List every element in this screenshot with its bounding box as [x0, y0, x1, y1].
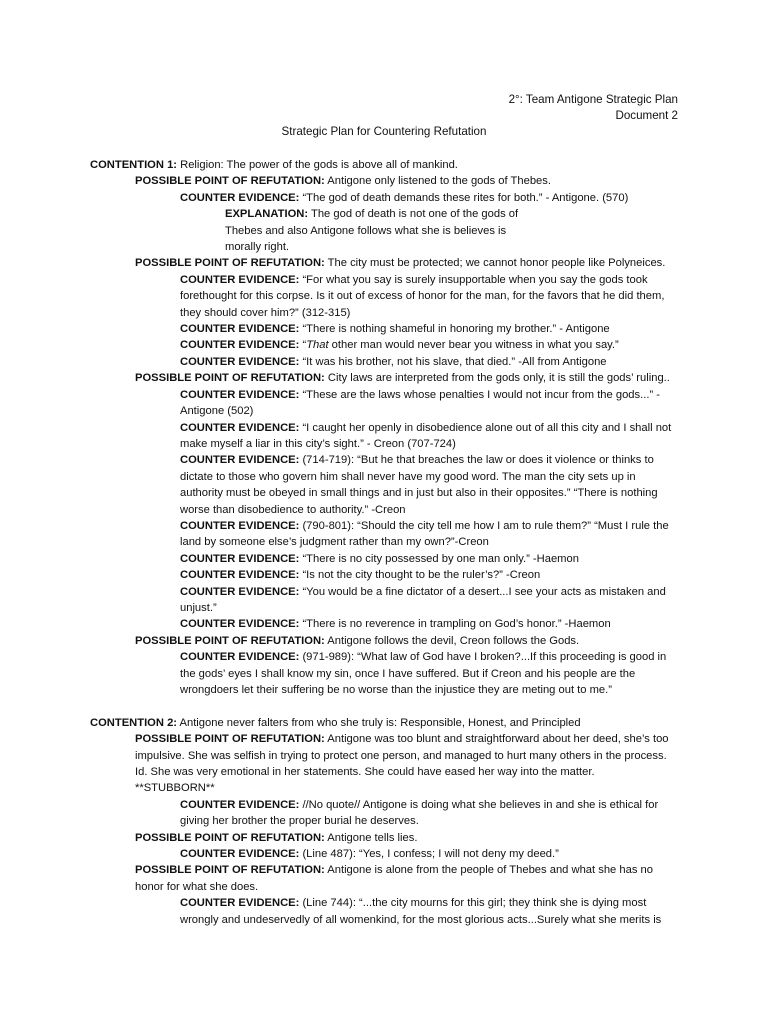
refutation-note: **STUBBORN**	[135, 782, 215, 795]
evidence-text: “There is no reverence in trampling on God’s honor.” -Haemon	[299, 618, 611, 631]
counter-evidence	[90, 846, 680, 862]
section-spacer	[90, 698, 680, 714]
evidence-text: other man would never bear you witness in what you say.”	[328, 339, 619, 352]
evidence-label: COUNTER EVIDENCE:	[180, 618, 300, 631]
evidence-text: (790-801): “Should the city tell me how I am to rule them?” “Must I rule the land by someone else’s judgment rather than my own?”-Creon	[180, 519, 669, 549]
header-team-title: 2°: Team Antigone Strategic Plan	[508, 93, 678, 106]
counter-evidence	[90, 321, 680, 337]
refutation-text: Antigone tells lies.	[324, 831, 418, 844]
counter-evidence	[90, 272, 680, 321]
evidence-text: “The god of death demands these rites for both.” - Antigone. (570)	[299, 191, 629, 204]
refutation-label: POSSIBLE POINT OF REFUTATION:	[135, 257, 325, 270]
evidence-emphasis: That	[306, 339, 329, 352]
refutation-text: Antigone is alone from the people of Thebes and what she has no honor for what she does.	[135, 864, 653, 893]
refutation-point	[90, 862, 680, 895]
evidence-text: “For what you say is surely insupportable when you say the gods took forethought for this corpse. Is it out of excess of honor for the man, for the favors that he did them, they should cover him?” (312-315)	[180, 273, 665, 319]
evidence-label: COUNTER EVIDENCE:	[180, 848, 300, 861]
contention-text: Antigone never falters from who she truly is: Responsible, Honest, and Principled	[177, 716, 581, 729]
refutation-point	[90, 173, 680, 189]
refutation-point	[90, 370, 680, 386]
evidence-label: COUNTER EVIDENCE:	[180, 339, 300, 352]
counter-evidence	[90, 518, 680, 551]
refutation-text: Antigone was too blunt and straightforward about her deed, she’s too impulsive. She was selfish in trying to protect one person, and managed to hurt many others in the process. Id. She was very emotional in her statements. She could have eased her way into the matter.	[135, 733, 669, 779]
counter-evidence	[90, 616, 680, 632]
counter-evidence	[90, 337, 680, 353]
evidence-text: “Is not the city thought to be the ruler’s?” -Creon	[299, 569, 541, 582]
refutation-point	[90, 830, 680, 846]
contention-label: CONTENTION 2:	[90, 716, 178, 729]
explanation	[90, 206, 525, 255]
evidence-text: (Line 744): “...the city mourns for this girl; they think she is dying most wrongly and undeservedly of all womenkind, for the most glorious acts...Surely what she merits is	[180, 897, 662, 926]
evidence-label: COUNTER EVIDENCE:	[180, 552, 300, 565]
evidence-text: (971-989): “What law of God have I broken?...If this proceeding is good in the gods’ eyes I shall know my sin, once I have suffered. But if Creon and his people are the wrongdoers let their suffering be no worse than the injustice they are meting out to me.”	[180, 651, 667, 696]
evidence-label: COUNTER EVIDENCE:	[180, 388, 300, 401]
contention-label: CONTENTION 1:	[90, 159, 178, 171]
evidence-label: COUNTER EVIDENCE:	[180, 323, 300, 336]
evidence-text: “It was his brother, not his slave, that died.” -All from Antigone	[299, 355, 607, 368]
counter-evidence	[90, 354, 680, 370]
refutation-point	[90, 731, 680, 797]
evidence-text: //No quote// Antigone is doing what she believes in and she is ethical for giving her brother the proper burial he deserves.	[180, 798, 659, 828]
evidence-label: COUNTER EVIDENCE:	[180, 897, 300, 910]
refutation-point	[90, 633, 680, 649]
counter-evidence	[90, 551, 680, 567]
evidence-label: COUNTER EVIDENCE:	[180, 519, 300, 532]
refutation-label: POSSIBLE POINT OF REFUTATION:	[135, 733, 325, 746]
evidence-text: “There is nothing shameful in honoring my brother.” - Antigone	[299, 323, 610, 336]
evidence-text: “You would be a fine dictator of a desert...I see your acts as mistaken and unjust.”	[180, 585, 666, 614]
refutation-label: POSSIBLE POINT OF REFUTATION:	[135, 864, 325, 877]
refutation-text: City laws are interpreted from the gods only, it is still the gods’ ruling..	[324, 372, 670, 385]
evidence-label: COUNTER EVIDENCE:	[180, 651, 300, 664]
counter-evidence	[90, 190, 680, 206]
refutation-text: Antigone only listened to the gods of Thebes.	[324, 175, 551, 188]
refutation-label: POSSIBLE POINT OF REFUTATION:	[135, 372, 325, 385]
evidence-label: COUNTER EVIDENCE:	[180, 191, 300, 204]
evidence-label: COUNTER EVIDENCE:	[180, 569, 300, 582]
evidence-text: “These are the laws whose penalties I would not incur from the gods...” - Antigone (502)	[180, 388, 661, 418]
counter-evidence	[90, 584, 680, 617]
page-title: Strategic Plan for Countering Refutation	[281, 125, 487, 138]
evidence-label: COUNTER EVIDENCE:	[180, 798, 300, 811]
refutation-point	[90, 255, 680, 271]
document-body	[90, 157, 680, 928]
explanation-text: The god of death is not one of the gods of Thebes and also Antigone follows what she is believes is morally right.	[225, 208, 519, 254]
refutation-text: Antigone follows the devil, Creon follows the Gods.	[324, 634, 580, 647]
refutation-label: POSSIBLE POINT OF REFUTATION:	[135, 831, 325, 844]
refutation-text: The city must be protected; we cannot honor people like Polyneices.	[324, 257, 666, 270]
refutation-label: POSSIBLE POINT OF REFUTATION:	[135, 175, 325, 188]
counter-evidence	[90, 797, 680, 830]
evidence-text: “There is no city possessed by one man only.” -Haemon	[299, 552, 579, 565]
evidence-label: COUNTER EVIDENCE:	[180, 585, 300, 598]
evidence-label: COUNTER EVIDENCE:	[180, 355, 300, 368]
contention-text: Religion: The power of the gods is above all of mankind.	[177, 159, 458, 171]
counter-evidence	[90, 649, 680, 698]
evidence-text-open: “	[299, 339, 307, 352]
contention-2	[90, 715, 680, 731]
evidence-text: “I caught her openly in disobedience alone out of all this city and I shall not make myself a liar in this city’s sight.” - Creon (707-724)	[180, 421, 672, 450]
header-document-number: Document 2	[615, 109, 678, 122]
evidence-label: COUNTER EVIDENCE:	[180, 421, 300, 434]
counter-evidence	[90, 420, 680, 453]
evidence-label: COUNTER EVIDENCE:	[180, 273, 300, 286]
evidence-label: COUNTER EVIDENCE:	[180, 454, 300, 467]
counter-evidence	[90, 895, 680, 928]
counter-evidence	[90, 567, 680, 583]
contention-1	[90, 157, 680, 173]
counter-evidence	[90, 387, 680, 420]
evidence-text: (Line 487): “Yes, I confess; I will not deny my deed.”	[299, 848, 559, 861]
evidence-text: (714-719): “But he that breaches the law or does it violence or thinks to dictate to those who govern him shall never have my good word. The man the city sets up in authority must be obeyed in small things and in just but also in their opposites.” “There is nothing worse than disobedience to authority.” -Creon	[180, 454, 658, 516]
explanation-label: EXPLANATION:	[225, 208, 309, 221]
refutation-label: POSSIBLE POINT OF REFUTATION:	[135, 634, 325, 647]
counter-evidence	[90, 452, 680, 518]
